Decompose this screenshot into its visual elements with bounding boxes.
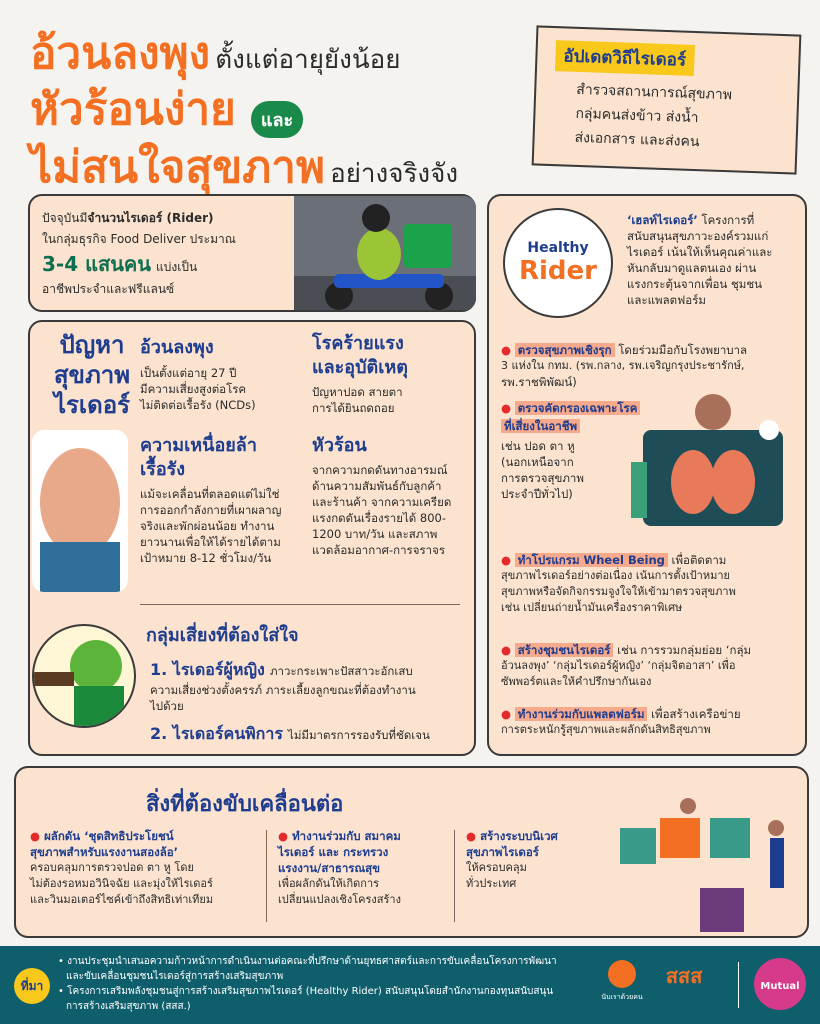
risk-item2-label: 2. ไรเดอร์คนพิการ xyxy=(150,724,283,743)
footer-divider xyxy=(738,962,739,1008)
problem-disease-title2: และอุบัติเหตุ xyxy=(312,357,408,378)
helmet-icon xyxy=(34,626,136,728)
footer: ที่มา • งานประชุมนำเสนอความก้าวหน้าการดำเนินงานต่อคณะที่ปรึกษาด้านยุทธศาสตร์และการขับเคลื่อนโครงการพัฒนา และขับเคลื่อนชุมชนไรเดอร์สู่การสร้างเสริมสุขภาพ • โครงการเสริมพลังชุมชนสู่การสร้างเสริมสุขภาพไรเดอร์ (Healthy Rider) สนับสนุนโดยสำนักงานกองทุนสนับสนุน การสร้างเสริมสุขภาพ (สสส.) นับเราด้วยคน สสส Mutual xyxy=(0,946,820,1024)
drive-divider-2 xyxy=(454,830,455,922)
problem-fatigue-desc-4: ยาวนานเพื่อให้ได้รายได้ตาม xyxy=(140,535,281,549)
drive-title: สิ่งที่ต้องขับเคลื่อนต่อ xyxy=(146,792,344,817)
problem-fatigue-desc-3: จริงและพักผ่อนน้อย ทำงาน xyxy=(140,519,275,533)
intro-big: 3-4 แสนคน xyxy=(42,252,151,276)
b1-title: ตรวจสุขภาพเชิงรุก xyxy=(515,343,615,357)
b2-text-0: เช่น ปอด ตา หู xyxy=(501,439,575,453)
b3-text-0: เพื่อติดตาม xyxy=(671,553,727,567)
intro-card xyxy=(28,194,476,312)
b3-text-1: สุขภาพไรเดอร์อย่างต่อเนื่อง เน้นการตั้งเป้าหมาย xyxy=(501,569,730,582)
logo-healthy: Healthy xyxy=(527,240,589,256)
healthy-desc-bold: ‘เฮลท์ไรเดอร์’ xyxy=(627,213,698,227)
risk-item1-desc2: ความเสี่ยงช่วงตั้งครรภ์ ภาระเลี้ยงลูกขณะที่ต้องทำงาน xyxy=(150,683,416,697)
rider-motorcycle-image xyxy=(294,196,476,310)
risk-item1-desc1: ภาวะกระเพาะปัสสาวะอักเสบ xyxy=(269,664,413,678)
female-rider-avatar xyxy=(32,624,136,728)
b3-text-2: สุขภาพหรือจัดกิจกรรมจูงใจให้เข้ามาตรวจสุขภาพ xyxy=(501,585,736,598)
healthy-desc-2: ไรเดอร์ เน้นให้เห็นคุณค่าและ xyxy=(627,245,773,259)
overweight-body-icon xyxy=(32,430,128,592)
problem-fatigue-title2: เรื้อรัง xyxy=(140,459,186,480)
footer-line-1: และขับเคลื่อนชุมชนไรเดอร์สู่การสร้างเสริมสุขภาพ xyxy=(66,971,284,982)
intro-line1-bold: จำนวนไรเดอร์ (Rider) xyxy=(87,211,214,225)
b3-text-3: เช่น เปลี่ยนถ่ายน้ำมันเครื่องราคาพิเศษ xyxy=(501,601,683,614)
body-illustration xyxy=(32,430,128,592)
problem-fatigue-title: ความเหนื่อยล้า xyxy=(140,435,257,456)
problems-title-1: ปัญหา xyxy=(59,331,125,359)
problems-title-2: สุขภาพ xyxy=(53,361,131,389)
b5-text-0: เพื่อสร้างเครือข่าย xyxy=(651,707,741,721)
c3-title-0: สร้างระบบนิเวศ xyxy=(480,829,558,843)
b4-title: สร้างชุมชนไรเดอร์ xyxy=(515,643,614,657)
intro-big-after: แบ่งเป็น xyxy=(156,260,198,274)
intro-line4: อาชีพประจำและฟรีแลนซ์ xyxy=(42,282,175,296)
b2-title-0: ตรวจคัดกรองเฉพาะโรค xyxy=(515,401,641,415)
b1-text-1: 3 แห่งใน กทม. (รพ.กลาง, รพ.เจริญกรุงประชารักษ์, xyxy=(501,359,745,372)
c2-text-1: เปลี่ยนแปลงเชิงโครงสร้าง xyxy=(278,893,401,906)
risk-item1-label: 1. ไรเดอร์ผู้หญิง xyxy=(150,660,265,679)
puzzle-illustration xyxy=(600,788,800,934)
c1-text-0: ครอบคลุมการตรวจปอด ตา หู โดย xyxy=(30,861,194,874)
logo-count-us xyxy=(600,960,644,1003)
footer-line-0: งานประชุมนำเสนอความก้าวหน้าการดำเนินงานต่อคณะที่ปรึกษาด้านยุทธศาสตร์และการขับเคลื่อนโครงการพัฒนา xyxy=(67,956,557,967)
risk-item1-desc3: ไปด้วย xyxy=(150,699,184,713)
b4-text-2: ซัพพอร์ตและให้คำปรึกษากันเอง xyxy=(501,675,652,688)
healthy-desc-3: หันกลับมาดูแลตนเอง ผ่าน xyxy=(627,261,757,275)
healthy-desc-4: แรงกระตุ้นจากเพื่อน ชุมชน xyxy=(627,277,762,291)
divider xyxy=(140,604,460,605)
problems-card xyxy=(28,320,476,756)
problem-obesity-desc-2: มีความเสี่ยงสูงต่อโรค xyxy=(140,382,247,396)
healthy-rider-logo xyxy=(503,208,613,318)
healthy-rider-card: Healthy Rider ‘เฮลท์ไรเดอร์’ โครงการที่ สนับสนุนสุขภาวะองค์รวมแก่ ไรเดอร์ เน้นให้เห็นคุณค่าและ หันกลับมาดูแลตนเอง ผ่าน แรงกระตุ้นจากเพื่อน ชุมชน และแพลตฟอร์ม ● ตรวจสุขภาพเชิงรุก โดยร่วมมือกับโรงพยาบาล 3 แห่งใน กทม. (รพ.กลาง, รพ.เจริญกรุงประชารักษ์, รพ.ราชพิพัฒน์) ● ตรวจคัดกรองเฉพาะโรค ที่เสี่ยงในอาชีพ เช่น ปอด ตา หู (นอกเหนือจาก การตรวจสุขภาพ ประจำปีทั่วไป) ● ทำโปรแกรม Wheel Being เพื่อติดตาม สุขภาพไรเดอร์อย่างต่อเนื่อง เน้นการตั้งเป้าหมาย สุขภาพหรือจัดกิจกรรมจูงใจให้เข้ามาตรวจสุขภาพ เช่น เปลี่ยนถ่ายน้ำมันเครื่องราคาพิเศษ ● สร้างชุมชนไรเดอร์ เช่น การรวมกลุ่มย่อย ‘กลุ่ม อ้วนลงพุง’ ‘กลุ่มไรเดอร์ผู้หญิง’ ‘กลุ่มจิตอาสา’ เพื่อ ซัพพอร์ตและให้คำปรึกษากันเอง ● ทำงานร่วมกับแพลตฟอร์ม เพื่อสร้างเครือข่าย การตระหนักรู้สุขภาพและผลักดันสิทธิสุขภาพ xyxy=(487,194,807,756)
healthy-desc-0: โครงการที่ xyxy=(701,213,755,227)
b2-text-3: ประจำปีทั่วไป) xyxy=(501,487,573,501)
risk-item1-title xyxy=(150,658,413,683)
problem-temper-desc-3: และร้านค้า จากความเครียด xyxy=(312,495,452,509)
problem-fatigue-desc-5: เป้าหมาย 8-12 ชั่วโมง/วัน xyxy=(140,551,272,565)
b5-title: ทำงานร่วมกับแพลตฟอร์ม xyxy=(515,707,648,721)
b4-text-0: เช่น การรวมกลุ่มย่อย ‘กลุ่ม xyxy=(617,643,752,657)
problem-fatigue-desc-1: แม้จะเคลื่อนที่ตลอดแต่ไม่ใช่ xyxy=(140,487,280,501)
c2-text-0: เพื่อผลักดันให้เกิดการ xyxy=(278,877,380,890)
problem-disease-desc-2: การได้ยินถดถอย xyxy=(312,401,395,415)
c1-text-1: ไม่ต้องรอหมอวินิจฉัย และมุ่งให้ไรเดอร์ xyxy=(30,877,213,890)
b1-text-2: รพ.ราชพิพัฒน์) xyxy=(501,375,577,389)
healthy-desc-1: สนับสนุนสุขภาวะองค์รวมแก่ xyxy=(627,229,769,243)
risk-item2 xyxy=(150,722,430,747)
problems-title-3: ไรเดอร์ xyxy=(53,391,131,419)
problem-obesity-desc-3: ไม่ติดต่อเรื้อรัง (NCDs) xyxy=(140,398,256,412)
update-note xyxy=(532,25,802,174)
b2-title-1: ที่เสี่ยงในอาชีพ xyxy=(501,419,580,433)
risk-item2-desc: ไม่มีมาตรการรองรับที่ชัดเจน xyxy=(288,728,430,742)
problem-obesity-title: อ้วนลงพุง xyxy=(140,337,214,358)
logo2-text: สสส xyxy=(665,964,703,988)
logo-mutual xyxy=(754,958,806,1010)
healthy-desc-5: และแพลตฟอร์ม xyxy=(627,293,706,307)
headline-small-1: ตั้งแต่อายุยังน้อย xyxy=(215,45,401,75)
lung-icon xyxy=(621,382,801,532)
footer-line-3: การสร้างเสริมสุขภาพ (สสส.) xyxy=(66,1001,191,1012)
source-label: ที่มา xyxy=(14,968,50,1004)
b2-text-1: (นอกเหนือจาก xyxy=(501,455,574,469)
note-title: อัปเดตวิถีไรเดอร์ xyxy=(555,40,695,76)
c3-text-1: ทั่วประเทศ xyxy=(466,877,517,890)
c3-title-1: สุขภาพไรเดอร์ xyxy=(466,845,539,859)
c2-title-0: ทำงานร่วมกับ สมาคม xyxy=(292,829,401,843)
problem-fatigue-desc-2: การออกกำลังกายที่เผาผลาญ xyxy=(140,503,282,517)
c2-title-1: ไรเดอร์ และ กระทรวง xyxy=(278,845,389,859)
problem-temper-desc-6: แวดล้อมอากาศ-การจราจร xyxy=(312,543,445,557)
c1-title-1: สุขภาพสำหรับแรงงานสองล้อ’ xyxy=(30,845,179,859)
c2-title-2: แรงงาน/สาธารณสุข xyxy=(278,861,381,875)
puzzle-icon xyxy=(600,788,800,934)
headline-small-3: อย่างจริงจัง xyxy=(330,159,459,189)
b1-text-0: โดยร่วมมือกับโรงพยาบาล xyxy=(618,343,748,357)
note-line-2: กลุ่มคนส่งข้าว ส่งน้ำ xyxy=(575,105,699,127)
logo-thaihealth xyxy=(654,960,714,992)
problem-obesity-desc-1: เป็นตั้งแต่อายุ 27 ปี xyxy=(140,366,237,380)
note-line-3: ส่งเอกสาร และส่งคน xyxy=(574,129,700,151)
problems-title xyxy=(42,330,142,420)
headline-big-3: ไม่สนใจสุขภาพ xyxy=(30,142,325,193)
c3-text-0: ให้ครอบคลุม xyxy=(466,861,527,874)
problem-temper-desc-5: 1200 บาท/วัน และสภาพ xyxy=(312,527,438,541)
lung-screening-illustration xyxy=(621,382,801,532)
c1-text-2: และวินมอเตอร์ไซค์เข้าถึงสิทธิเท่าเทียม xyxy=(30,893,214,906)
b3-title: ทำโปรแกรม Wheel Being xyxy=(515,553,668,567)
problem-disease-title: โรคร้ายแรง xyxy=(312,333,404,354)
problem-disease-desc-1: ปัญหาปอด สายตา xyxy=(312,385,403,399)
problem-temper-desc-4: แรงกดดันเรื่องรายได้ 800- xyxy=(312,511,446,525)
rider-photo xyxy=(294,196,476,310)
problem-temper-desc-1: จากความกดดันทางอารมณ์ xyxy=(312,463,448,477)
headline-big-1: อ้วนลงพุง xyxy=(30,28,211,79)
headline-badge: และ xyxy=(251,101,303,138)
b5-text-1: การตระหนักรู้สุขภาพและผลักดันสิทธิสุขภาพ xyxy=(501,723,711,736)
logo3-text: Mutual xyxy=(760,981,800,992)
logo-rider: Rider xyxy=(519,256,597,286)
b4-text-1: อ้วนลงพุง’ ‘กลุ่มไรเดอร์ผู้หญิง’ ‘กลุ่มจิตอาสา’ เพื่อ xyxy=(501,659,736,672)
headline xyxy=(30,18,530,193)
problem-temper-title: หัวร้อน xyxy=(312,435,367,456)
c1-title-0: ผลักดัน ‘ชุดสิทธิประโยชน์ xyxy=(44,829,174,843)
risk-title: กลุ่มเสี่ยงที่ต้องใส่ใจ xyxy=(146,625,299,646)
logo1-text: นับเราด้วยคน xyxy=(601,993,643,1001)
drive-divider-1 xyxy=(266,830,267,922)
intro-line1-pre: ปัจจุบันมี xyxy=(42,211,88,225)
drive-card: สิ่งที่ต้องขับเคลื่อนต่อ ● ผลักดัน ‘ชุดสิทธิประโยชน์ สุขภาพสำหรับแรงงานสองล้อ’ ครอบคลุมการตรวจปอด ตา หู โดย ไม่ต้องรอหมอวินิจฉัย และมุ่งให้ไรเดอร์ และวินมอเตอร์ไซค์เข้าถึงสิทธิเท่าเทียม ● ทำงานร่วมกับ สมาคม ไรเดอร์ และ กระทรวง แรงงาน/สาธารณสุข เพื่อผลักดันให้เกิดการ เปลี่ยนแปลงเชิงโครงสร้าง ● สร้างระบบนิเวศ สุขภาพไรเดอร์ ให้ครอบคลุม ทั่วประเทศ xyxy=(14,766,809,938)
problem-temper-desc-2: ด้านความสัมพันธ์กับลูกค้า xyxy=(312,479,442,493)
headline-big-2: หัวร้อนง่าย xyxy=(30,84,236,135)
footer-line-2: โครงการเสริมพลังชุมชนสู่การสร้างเสริมสุขภาพไรเดอร์ (Healthy Rider) สนับสนุนโดยสำนักงานกองทุนสนับสนุน xyxy=(67,986,554,997)
intro-line2: ในกลุ่มธุรกิจ Food Deliver ประมาณ xyxy=(42,232,236,246)
b2-text-2: การตรวจสุขภาพ xyxy=(501,471,584,485)
note-line-1: สำรวจสถานการณ์สุขภาพ xyxy=(576,81,733,104)
